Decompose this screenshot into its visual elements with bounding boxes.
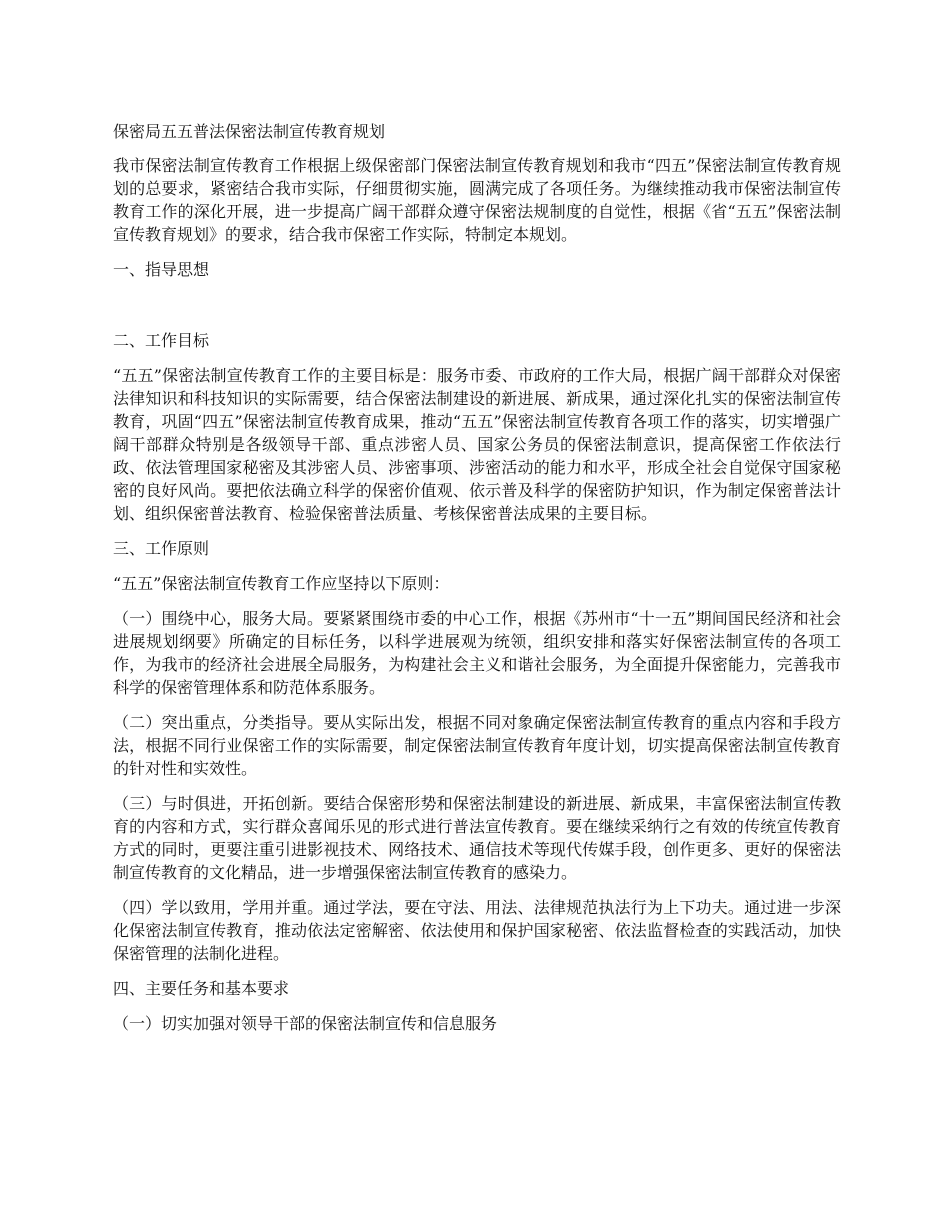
- principle-2-paragraph: （二）突出重点，分类指导。要从实际出发，根据不同对象确定保密法制宣传教育的重点内容和手段方法，根据不同行业保密工作的实际需要，制定保密法制宣传教育年度计划，切实提高保密法制宣传教育的针对性和实效性。: [113, 713, 841, 778]
- blank-space: [113, 293, 841, 329]
- work-principles-intro: “五五”保密法制宣传教育工作应坚持以下原则：: [113, 574, 450, 593]
- principle-3-paragraph: （三）与时俱进，开拓创新。要结合保密形势和保密法制建设的新进展、新成果，丰富保密法制宣传教育的内容和方式，实行群众喜闻乐见的形式进行普法宣传教育。要在继续采纳行之有效的传统宣传教育方式的同时，更要注重引进影视技术、网络技术、通信技术等现代传媒手段，创作更多、更好的保密法制宣传教育的文化精品，进一步增强保密法制宣传教育的感染力。: [113, 794, 841, 882]
- intro-paragraph: 我市保密法制宣传教育工作根据上级保密部门保密法制宣传教育规划和我市“四五”保密法制宣传教育规划的总要求，紧密结合我市实际，仔细贯彻实施，圆满完成了各项任务。为继续推动我市保密法制宣传教育工作的深化开展，进一步提高广阔干部群众遵守保密法规制度的自觉性，根据《省“五五”保密法制宣传教育规划》的要求，结合我市保密工作实际，特制定本规划。: [113, 156, 841, 244]
- principle-4-paragraph: （四）学以致用，学用并重。通过学法，要在守法、用法、法律规范执法行为上下功夫。通过进一步深化保密法制宣传教育，推动依法定密解密、依法使用和保护国家秘密、依法监督检查的实践活动，加快保密管理的法制化进程。: [113, 898, 841, 963]
- principle-1-paragraph: （一）围绕中心，服务大局。要紧紧围绕市委的中心工作，根据《苏州市“十一五”期间国民经济和社会进展规划纲要》所确定的目标任务，以科学进展观为统领，组织安排和落实好保密法制宣传的各项工作，为我市的经济社会进展全局服务，为构建社会主义和谐社会服务，为全面提升保密能力，完善我市科学的保密管理体系和防范体系服务。: [113, 609, 841, 697]
- section-heading-guiding-ideology: 一、指导思想: [113, 260, 210, 279]
- task-1-heading: （一）切实加强对领导干部的保密法制宣传和信息服务: [113, 1014, 498, 1033]
- document-page: [113, 120, 841, 1045]
- section-heading-work-principles: 三、工作原则: [113, 539, 210, 558]
- document-title: 保密局五五普法保密法制宣传教育规划: [113, 122, 386, 141]
- work-goals-paragraph: “五五”保密法制宣传教育工作的主要目标是：服务市委、市政府的工作大局，根据广阔干部群众对保密法律知识和科技知识的实际需要，结合保密法制建设的新进展、新成果，通过深化扎实的保密法制宣传教育，巩固“四五”保密法制宣传教育成果，推动“五五”保密法制宣传教育各项工作的落实，切实增强广阔干部群众特别是各级领导干部、重点涉密人员、国家公务员的保密法制意识，提高保密工作依法行政、依法管理国家秘密及其涉密人员、涉密事项、涉密活动的能力和水平，形成全社会自觉保守国家秘密的良好风尚。要把依法确立科学的保密价值观、依示普及科学的保密防护知识，作为制定保密普法计划、组织保密普法教育、检验保密普法质量、考核保密普法成果的主要目标。: [113, 366, 841, 523]
- section-heading-main-tasks: 四、主要任务和基本要求: [113, 979, 290, 998]
- section-heading-work-goals: 二、工作目标: [113, 331, 210, 350]
